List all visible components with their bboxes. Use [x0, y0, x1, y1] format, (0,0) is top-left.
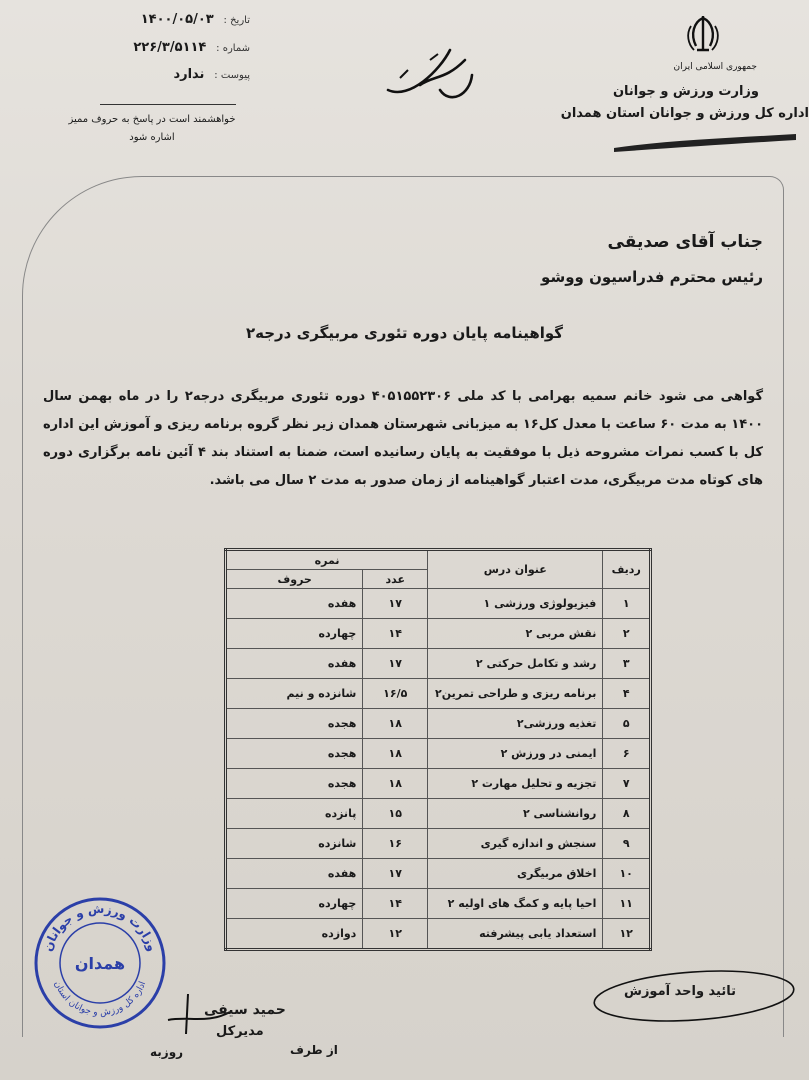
row-course: روانشناسی ۲ [428, 799, 603, 829]
table-row [226, 739, 651, 769]
row-words: هجده [226, 709, 363, 739]
row-numeric: ۱۶/۵ [363, 679, 428, 709]
date-label: تاریخ : [223, 15, 250, 26]
header-grade: نمره [226, 550, 428, 570]
row-course: استعداد یابی پیشرفته [428, 919, 603, 950]
row-index: ۸ [603, 799, 651, 829]
header-swoosh [610, 130, 800, 154]
row-numeric: ۱۸ [363, 739, 428, 769]
row-course: سنجش و اندازه گیری [428, 829, 603, 859]
row-words: دوازده [226, 919, 363, 950]
row-numeric: ۱۵ [363, 799, 428, 829]
row-words: پانزده [226, 799, 363, 829]
row-index: ۲ [603, 619, 651, 649]
table-row [226, 589, 651, 619]
row-words: شانزده [226, 829, 363, 859]
row-words: هفده [226, 589, 363, 619]
row-numeric: ۱۲ [363, 919, 428, 950]
row-numeric: ۱۷ [363, 589, 428, 619]
iran-emblem-icon [680, 12, 726, 58]
date-row [120, 12, 250, 27]
table-row [226, 769, 651, 799]
table-row [226, 679, 651, 709]
row-index: ۳ [603, 649, 651, 679]
row-index: ۵ [603, 709, 651, 739]
org-ministry: وزارت ورزش و جوانان [612, 84, 759, 99]
document-body: گواهی می شود خانم سمیه بهرامی با کد ملی ۴۰۵۱۵۵۲۳۰۶ دوره تئوری مربیگری درجه۲ را در ماه بهمن سال ۱۴۰۰ به مدت ۶۰ ساعت با معدل کل۱۶ به میزبانی شهرستان همدان زیر نظر گروه برنامه ریزی و آموزش این اداره کل با کسب نمرات مشروحه ذیل با موفقیت به پایان رسانیده است، ضمنا به استناد بند ۴ آئین نامه برگزاری دوره های کوتاه مدت مربیگری، مدت اعتبار گواهینامه از زمان صدور به مدت ۲ سال می باشد. [43, 389, 764, 488]
row-course: برنامه ریزی و طراحی تمرین۲ [428, 679, 603, 709]
attachment-value: ندارد [173, 67, 205, 82]
row-numeric: ۱۴ [363, 889, 428, 919]
header-course: عنوان درس [428, 550, 603, 589]
table-row [226, 649, 651, 679]
recipient-name: جناب آقای صدیقی [607, 232, 763, 252]
header-words: حروف [226, 570, 363, 589]
row-course: اخلاق مربیگری [428, 859, 603, 889]
row-words: چهارده [226, 619, 363, 649]
from-label: از طرف [290, 1043, 338, 1057]
attachment-label: پیوست : [214, 70, 250, 81]
row-numeric: ۱۴ [363, 619, 428, 649]
row-words: هجده [226, 739, 363, 769]
approval-text: تائید واحد آموزش [624, 984, 737, 999]
handwritten-heading [380, 30, 480, 110]
table-header-row [226, 550, 651, 570]
row-index: ۱۲ [603, 919, 651, 950]
row-numeric: ۱۸ [363, 709, 428, 739]
number-value: ۲۲۶/۳/۵۱۱۴ [133, 40, 207, 55]
row-course: تغذیه ورزشی۲ [428, 709, 603, 739]
signer-name: حمید سیفی [204, 1002, 286, 1018]
number-label: شماره : [216, 43, 250, 54]
org-republic: جمهوری اسلامی ایران [673, 62, 757, 72]
row-course: رشد و تکامل حرکتی ۲ [428, 649, 603, 679]
row-words: هفده [226, 649, 363, 679]
divider [100, 104, 236, 105]
stamp-bottom-text: اداره کل ورزش و جوانان استان [51, 979, 149, 1019]
table-row [226, 919, 651, 950]
row-words: شانزده و نیم [226, 679, 363, 709]
row-course: نقش مربی ۲ [428, 619, 603, 649]
document-title: گواهینامه پایان دوره تئوری مربیگری درجه۲ [245, 324, 563, 342]
org-directorate: اداره کل ورزش و جوانان استان همدان [560, 106, 809, 121]
row-words: هفده [226, 859, 363, 889]
row-index: ۷ [603, 769, 651, 799]
row-numeric: ۱۶ [363, 829, 428, 859]
header-index: ردیف [603, 550, 651, 589]
table-row [226, 889, 651, 919]
header-numeric: عدد [363, 570, 428, 589]
row-numeric: ۱۸ [363, 769, 428, 799]
grades-table [224, 548, 652, 951]
row-course: احیا پایه و کمگ های اولیه ۲ [428, 889, 603, 919]
date-value: ۱۴۰۰/۰۵/۰۳ [140, 12, 214, 27]
table-row [226, 829, 651, 859]
row-words: چهارده [226, 889, 363, 919]
row-course: ایمنی در ورزش ۲ [428, 739, 603, 769]
row-index: ۱۱ [603, 889, 651, 919]
row-numeric: ۱۷ [363, 859, 428, 889]
row-index: ۶ [603, 739, 651, 769]
row-course: فیزیولوژی ورزشی ۱ [428, 589, 603, 619]
official-stamp [30, 893, 170, 1033]
table-row [226, 859, 651, 889]
reply-note: خواهشمند است در پاسخ به حروف ممیز اشاره شود [68, 114, 236, 143]
row-index: ۱ [603, 589, 651, 619]
row-index: ۱۰ [603, 859, 651, 889]
row-numeric: ۱۷ [363, 649, 428, 679]
signer-deputy: روزبه [150, 1045, 184, 1059]
table-row [226, 619, 651, 649]
table-row [226, 709, 651, 739]
row-words: هجده [226, 769, 363, 799]
row-index: ۹ [603, 829, 651, 859]
stamp-top-text: وزارت ورزش و جوانان [40, 901, 160, 954]
number-row [120, 40, 250, 55]
stamp-center-text: همدان [74, 954, 126, 973]
table-row [226, 799, 651, 829]
signer-role: مدیرکل [216, 1024, 264, 1039]
row-course: تجزیه و تحلیل مهارت ۲ [428, 769, 603, 799]
attachment-row [120, 67, 250, 82]
row-index: ۴ [603, 679, 651, 709]
recipient-title: رئیس محترم فدراسیون ووشو [541, 268, 763, 286]
